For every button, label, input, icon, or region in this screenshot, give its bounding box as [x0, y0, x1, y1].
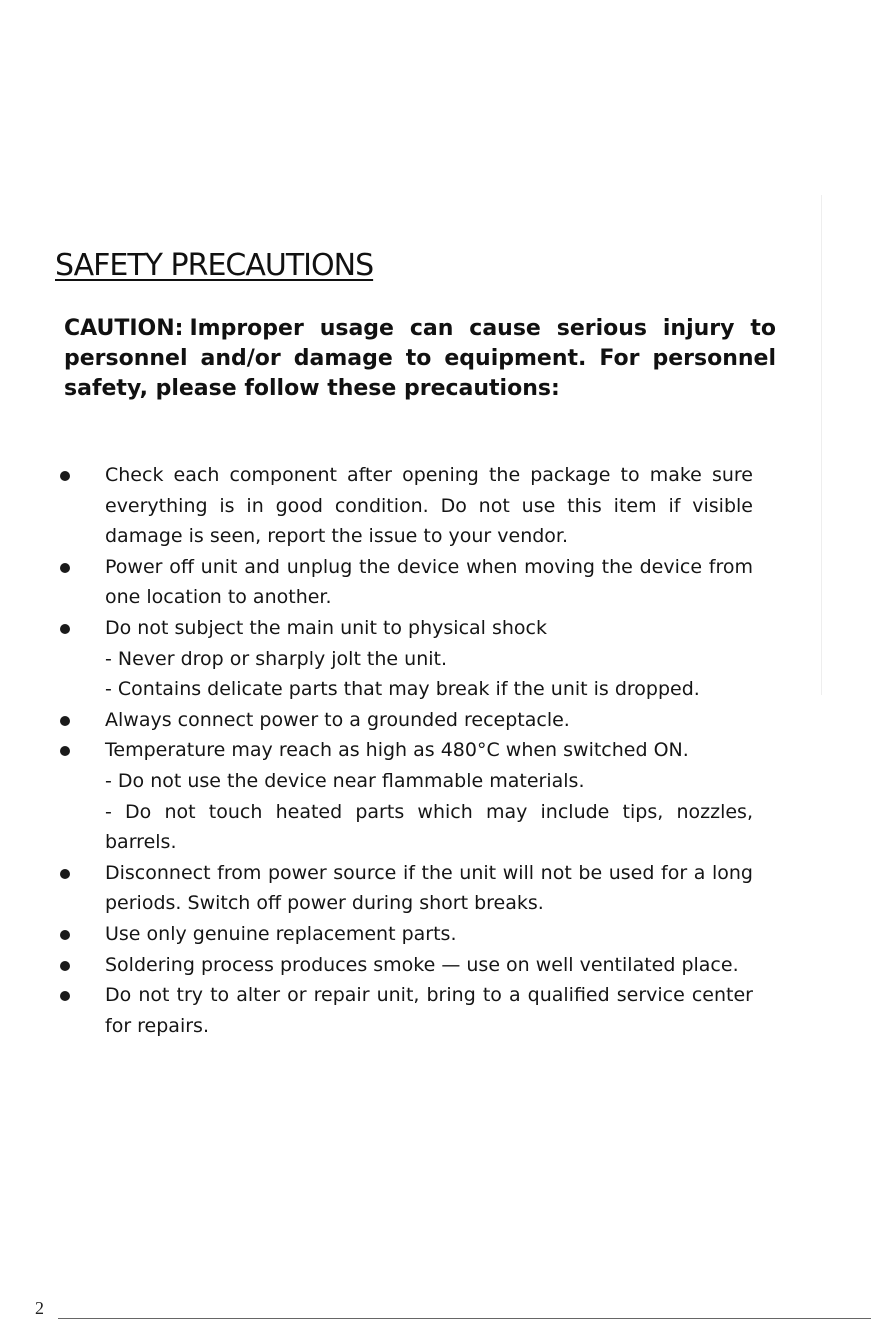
precaution-text: Power off unit and unplug the device when moving the device from one location to another. [105, 555, 753, 609]
list-item [60, 705, 753, 736]
bullet-icon [60, 624, 70, 634]
precaution-text: Soldering process produces smoke — use on well ventilated place. [105, 953, 739, 976]
caution-text: Improper usage can cause serious injury to personnel and/or damage to equipment. For personnel safety, please follow these precautions: [64, 316, 776, 401]
caution-label: CAUTION: [64, 316, 184, 341]
list-item [60, 552, 753, 613]
page-edge-divider [821, 195, 822, 695]
list-item [60, 980, 753, 1041]
bullet-icon [60, 869, 70, 879]
list-item [60, 858, 753, 919]
precaution-text: Check each component after opening the package to make sure everything is in good condition. Do not use this item if visible damage is seen, report the issue to your vendor. [105, 464, 753, 548]
precaution-text: Do not try to alter or repair unit, bring to a qualified service center for repairs. [105, 984, 753, 1037]
bullet-icon [60, 563, 70, 573]
list-item [60, 919, 753, 950]
list-item [60, 460, 753, 552]
precaution-text: Temperature may reach as high as 480°C when switched ON. [105, 739, 689, 762]
bullet-icon [60, 930, 70, 940]
precaution-text: Disconnect from power source if the unit will not be used for a long periods. Switch off power during short breaks. [105, 861, 753, 915]
sub-item: - Never drop or sharply jolt the unit. [105, 647, 447, 670]
list-item [60, 950, 753, 981]
sub-item: - Do not touch heated parts which may include tips, nozzles, barrels. [105, 800, 753, 854]
precaution-text: Always connect power to a grounded receptacle. [105, 708, 570, 731]
sub-item: - Contains delicate parts that may break if the unit is dropped. [105, 678, 700, 701]
list-item [60, 735, 753, 857]
bullet-icon [60, 746, 70, 756]
bullet-icon [60, 991, 70, 1001]
precaution-text: Use only genuine replacement parts. [105, 922, 457, 945]
list-item [60, 613, 753, 705]
precaution-text: Do not subject the main unit to physical shock [105, 616, 548, 639]
footer-divider [58, 1318, 871, 1319]
bullet-icon [60, 716, 70, 726]
bullet-icon [60, 471, 70, 481]
caution-notice [64, 314, 776, 404]
sub-item: - Do not use the device near flammable materials. [105, 769, 585, 792]
bullet-icon [60, 961, 70, 971]
precautions-list [60, 460, 753, 1041]
page-title: SAFETY PRECAUTIONS [55, 248, 374, 283]
page-number: 2 [35, 1298, 44, 1318]
